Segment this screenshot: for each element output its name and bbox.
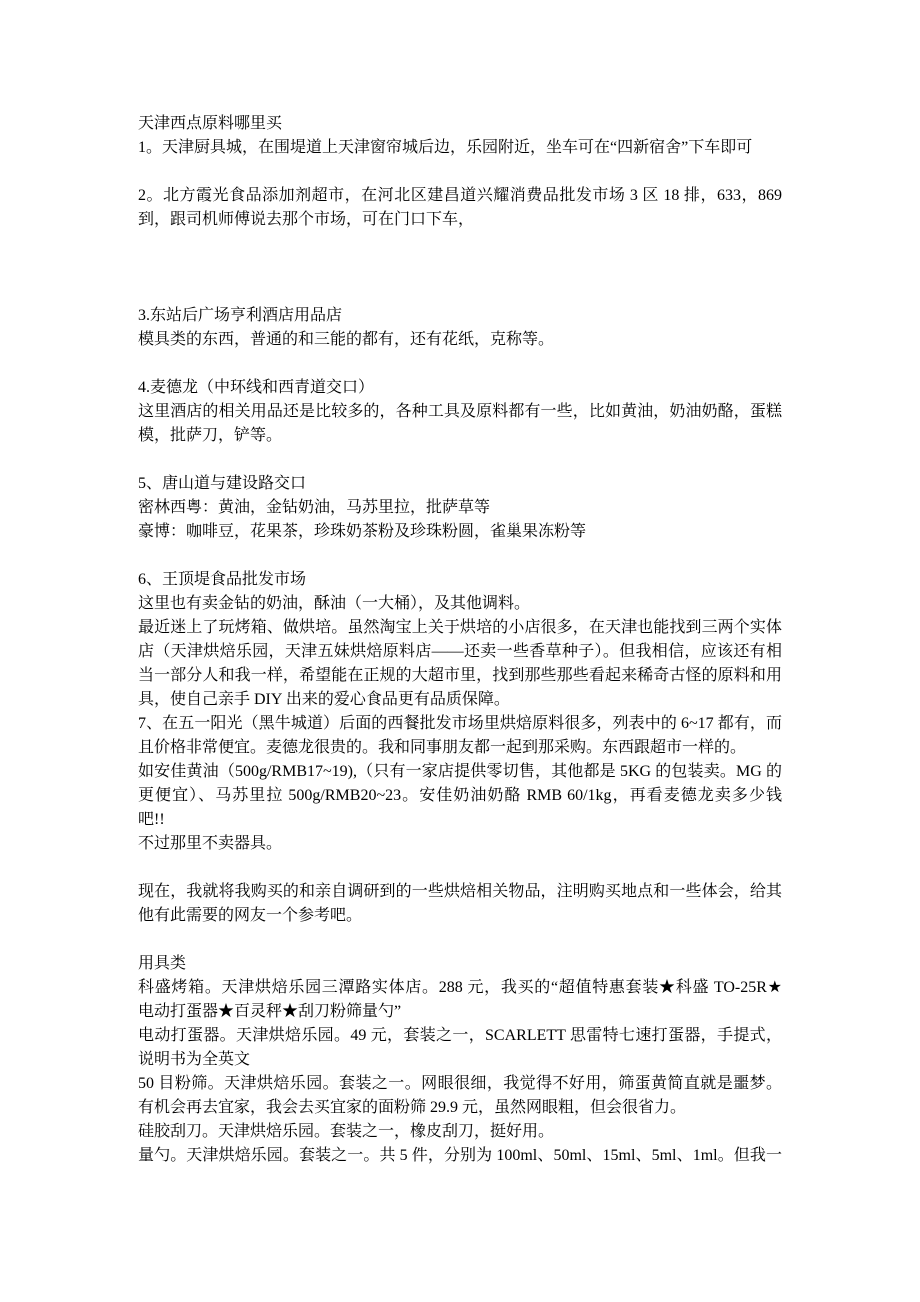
paragraph-line: 模具类的东西，普通的和三能的都有，还有花纸，克称等。: [138, 331, 555, 348]
blank-line: [138, 856, 782, 880]
paragraph-line: 且价格非常便宜。麦德龙很贵的。我和同事朋友都一起到那采购。东西跟超市一样的。: [138, 739, 747, 756]
blank-line: [138, 928, 782, 952]
paragraph-line: 50 目粉筛。天津烘焙乐园。套装之一。网眼很细，我觉得不好用，筛蛋黄简直就是噩梦。: [138, 1075, 782, 1092]
paragraph-line: 7、在五一阳光（黑牛城道）后面的西餐批发市场里烘焙原料很多，列表中的 6~17 都有，而: [138, 715, 782, 732]
paragraph: [138, 184, 782, 232]
paragraph-line: 他有此需要的网友一个参考吧。: [138, 907, 363, 924]
blank-line: [138, 352, 782, 376]
section-heading: 6、王顶堤食品批发市场: [138, 571, 307, 588]
paragraph-line: 这里酒店的相关用品还是比较多的，各种工具及原料都有一些，比如黄油，奶油奶酪，蛋糕: [138, 403, 782, 420]
blank-line: [138, 160, 782, 184]
paragraph: [138, 136, 782, 160]
section-heading: 4.麦德龙（中环线和西青道交口）: [138, 379, 375, 396]
section-heading: 5、唐山道与建设路交口: [138, 475, 307, 492]
paragraph-line: 当一部分人和我一样，希望能在正规的大超市里，找到那些那些看起来稀奇古怪的原料和用: [138, 667, 782, 684]
section-heading: 3.东站后广场亨利酒店用品店: [138, 307, 343, 324]
paragraph: [138, 952, 782, 1168]
paragraph-line: 如安佳黄油（500g/RMB17~19),（只有一家店提供零切售，其他都是 5KG 的包装卖。MG 的: [138, 763, 782, 780]
paragraph-line: 具，使自己亲手 DIY 出来的爱心食品更有品质保障。: [138, 691, 510, 708]
paragraph: [138, 472, 782, 544]
paragraph-line: 量勺。天津烘焙乐园。套装之一。共 5 件，分别为 100ml、50ml、15ml、5ml、1ml。但我一: [138, 1147, 782, 1164]
paragraph-line: 豪博：咖啡豆，花果茶，珍珠奶茶粉及珍珠粉圆，雀巢果冻粉等: [138, 523, 587, 540]
list-item-line: 1。天津厨具城，在围堤道上天津窗帘城后边，乐园附近，坐车可在“四新宿舍”下车即可: [138, 139, 753, 156]
blank-line: [138, 544, 782, 568]
paragraph-line: 现在，我就将我购买的和亲自调研到的一些烘焙相关物品，注明购买地点和一些体会，给其: [138, 883, 782, 900]
paragraph-line: 电动打蛋器。天津烘焙乐园。49 元，套装之一，SCARLETT 思雷特七速打蛋器，手提式，: [138, 1027, 782, 1044]
paragraph-line: 说明书为全英文: [138, 1051, 251, 1068]
paragraph-line: 模，批萨刀，铲等。: [138, 427, 283, 444]
paragraph: [138, 376, 782, 448]
blank-line: [138, 448, 782, 472]
paragraph-line: 最近迷上了玩烤箱、做烘培。虽然淘宝上关于烘培的小店很多，在天津也能找到三两个实体: [138, 619, 782, 636]
paragraph-line: 到，跟司机师傅说去那个市场，可在门口下车，: [138, 211, 475, 228]
paragraph-line: 更便宜）、马苏里拉 500g/RMB20~23。安佳奶油奶酪 RMB 60/1kg，再看麦德龙卖多少钱: [138, 787, 782, 804]
paragraph-line: 这里也有卖金钻的奶油，酥油（一大桶），及其他调料。: [138, 595, 531, 612]
paragraph-line: 有机会再去宜家，我会去买宜家的面粉筛 29.9 元，虽然网眼粗，但会很省力。: [138, 1099, 687, 1116]
document-page: [138, 112, 782, 1168]
paragraph-line: 店（天津烘焙乐园，天津五妹烘焙原料店——还卖一些香草种子）。但我相信，应该还有相: [138, 643, 782, 660]
paragraph-line: 电动打蛋器★百灵秤★刮刀粉筛量勺”: [138, 1003, 402, 1020]
paragraph-line: 不过那里不卖器具。: [138, 835, 283, 852]
paragraph-line: 密林西粤：黄油，金钻奶油，马苏里拉，批萨草等: [138, 499, 491, 516]
blank-lines: [138, 232, 782, 304]
paragraph: [138, 304, 782, 352]
document-title: 天津西点原料哪里买: [138, 115, 283, 132]
paragraph-line: 硅胶刮刀。天津烘焙乐园。套装之一，橡皮刮刀，挺好用。: [138, 1123, 555, 1140]
paragraph-line: 吧!!: [138, 811, 165, 828]
paragraph-line: 科盛烤箱。天津烘焙乐园三潭路实体店。288 元，我买的“超值特惠套装★科盛 TO-25R★: [138, 979, 782, 996]
paragraph: [138, 880, 782, 928]
list-item-line: 2。北方霞光食品添加剂超市，在河北区建昌道兴耀消费品批发市场 3 区 18 排，633，869: [138, 187, 782, 204]
paragraph: [138, 568, 782, 856]
section-heading: 用具类: [138, 955, 187, 972]
